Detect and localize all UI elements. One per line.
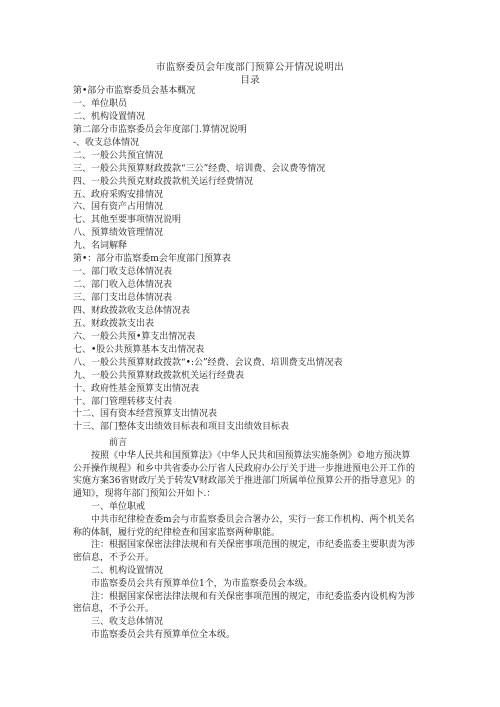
paragraph-line: 称的体制，履行党的纪律检查和国家监察两种职能。 — [73, 527, 281, 538]
toc-entry: 一、单位职员 — [73, 98, 128, 109]
foreword-heading: 前言 — [109, 438, 128, 448]
toc-entry: 四、一般公共预克财政拨款机关运行经费情况 — [73, 176, 254, 187]
paragraph-line: 公开操作规程》和乡中共省委办公厅省人民政府办公厅关于进一步推进预电公开工作的 — [73, 463, 416, 474]
toc-entry: 六、一般公共预•算支出情况表 — [73, 331, 196, 342]
toc-entry: 三、一般公共预算财政拨款“三公”经费、培训费、会议费等情况 — [73, 163, 326, 174]
section-heading: 三、收支总体情况 — [91, 617, 164, 628]
toc-entry: 十三、部门整体支出绩效目标表和项目支出绩效目标表 — [73, 422, 290, 433]
toc-entry: 九、一般公共预算财政拨款机关运行经费表 — [73, 370, 245, 381]
paragraph-line: 通知》，现将年部门预知公开如卜.： — [73, 489, 216, 500]
note-line: 注：根据国家保密法律法规和有关保密事项范围的规定，市纪委监委内设机构为涉 — [91, 591, 416, 602]
toc-entry: 二、机构设置情况 — [73, 111, 146, 122]
section-heading: 一、单位职戒 — [91, 501, 146, 512]
title-block — [0, 61, 500, 87]
toc-entry: 第•部分市监察委员会基本概况 — [73, 86, 196, 96]
section-heading: 二、机构设置情况 — [91, 565, 164, 576]
toc-entry: 六、国有资产占用情况 — [73, 202, 164, 213]
note-line: 密信息，不予公开。 — [73, 553, 155, 564]
body-text — [73, 437, 437, 642]
toc-entry: 八、一般公共预算财政拨款“•:公”经费、会议费、培训费支出情况表 — [73, 357, 343, 368]
document-subtitle: 目录 — [240, 75, 260, 86]
toc-entry: -、收支总体情况 — [73, 137, 140, 148]
paragraph-line: 实施方案36省财政厅关于转发V财政部关于推进部门所属单位预算公开的指导意见》的 — [73, 476, 415, 487]
toc-entry: 十、政府性基金预算支出情况表 — [73, 383, 200, 394]
toc-entry: 二、一般公共预宜情况 — [73, 150, 164, 161]
table-of-contents — [73, 85, 433, 434]
toc-entry: 十二、国有资本经营预算支出情况表 — [73, 409, 218, 420]
toc-entry: 第二部分市监察委员会年度部门.算情况说明 — [73, 124, 247, 135]
toc-entry: 十、部门管理转移支付表 — [73, 396, 173, 407]
toc-entry: 二、部门收入总体情况表 — [73, 280, 173, 291]
toc-entry: 四、财政拨款收支总体情况表 — [73, 305, 191, 316]
toc-entry: 第•：部分市监察委m会年度部门预算表 — [73, 254, 231, 265]
toc-entry: 五、政府采购安排情况 — [73, 189, 164, 200]
toc-entry: 七、•股公共预算基本支出情况表 — [73, 344, 205, 355]
paragraph-line: 中共市纪律检查委m会与市监察委员会合署办公，实行一套工作机构、两个机关名 — [91, 514, 415, 525]
toc-entry: 八、预算绩效管理情况 — [73, 228, 164, 239]
paragraph-line: 按照《中华人民共和国预算法》《中华人民共和国预算法实施条例》©地方预决算 — [91, 450, 411, 461]
toc-entry: 七、其他至要事项情况说明 — [73, 215, 182, 226]
note-line: 密信息，不予公开。 — [73, 604, 155, 615]
document-title: 市监察委员会年度部门预算公开情况说明出 — [156, 62, 344, 73]
note-line: 注：根据国家保密法律法规和有关保密事项范围的规定，市纪委监委主要职责为涉 — [91, 540, 416, 551]
toc-entry: 九、名词解释 — [73, 241, 128, 252]
paragraph-line: 市监察委员会共有预算单位全本级。 — [91, 629, 236, 640]
toc-entry: 三、部门支出总体情况表 — [73, 293, 173, 303]
toc-entry: 五、财政拨款支出表 — [73, 318, 155, 329]
paragraph-line: 市监察委员会共有预算单位1个，为市监察委员会本级。 — [91, 578, 313, 589]
toc-entry: 一、部门收支总体情况表 — [73, 267, 173, 278]
